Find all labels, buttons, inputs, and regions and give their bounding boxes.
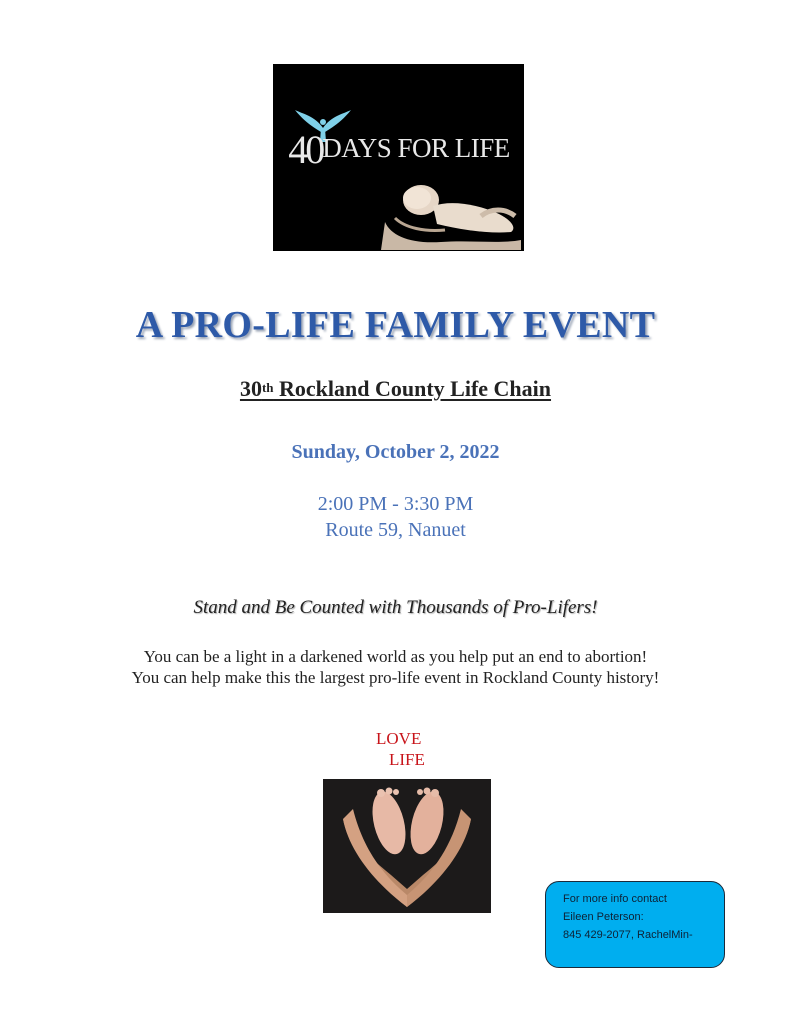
subheading [0,376,791,402]
contact-line-3: 845 429-2077, RachelMin- [563,929,693,941]
logo-words: DAYS FOR LIFE [322,133,510,163]
logo-number: 40 [288,127,323,172]
body-text [110,646,681,688]
life-text: LIFE [389,750,425,769]
logo-wordmark [279,126,519,173]
body-line-2: You can help make this the largest pro-life event in Rockland County history! [131,668,660,687]
contact-info-box [545,881,725,968]
subhead-ordinal: 30 [239,376,262,401]
subhead-title: Rockland County Life Chain [273,376,552,401]
event-location: Route 59, Nanuet [325,519,466,541]
event-date: Sunday, October 2, 2022 [291,441,500,463]
love-text: LOVE [376,729,422,748]
event-time: 2:00 PM - 3:30 PM [317,493,474,515]
tagline: Stand and Be Counted with Thousands of Pro-Lifers! [193,597,598,618]
baby-in-hand-icon [381,178,523,250]
subhead-suffix: th [261,380,274,395]
body-line-1: You can be a light in a darkened world as you help put an end to abortion! [143,647,648,666]
forty-days-for-life-logo [273,64,524,251]
contact-line-1: For more info contact [563,893,667,905]
headline: A PRO-LIFE FAMILY EVENT [135,304,656,346]
baby-feet-heart-icon [323,779,491,913]
baby-feet-heart-photo [323,779,491,913]
contact-line-2: Eileen Peterson: [563,911,644,923]
